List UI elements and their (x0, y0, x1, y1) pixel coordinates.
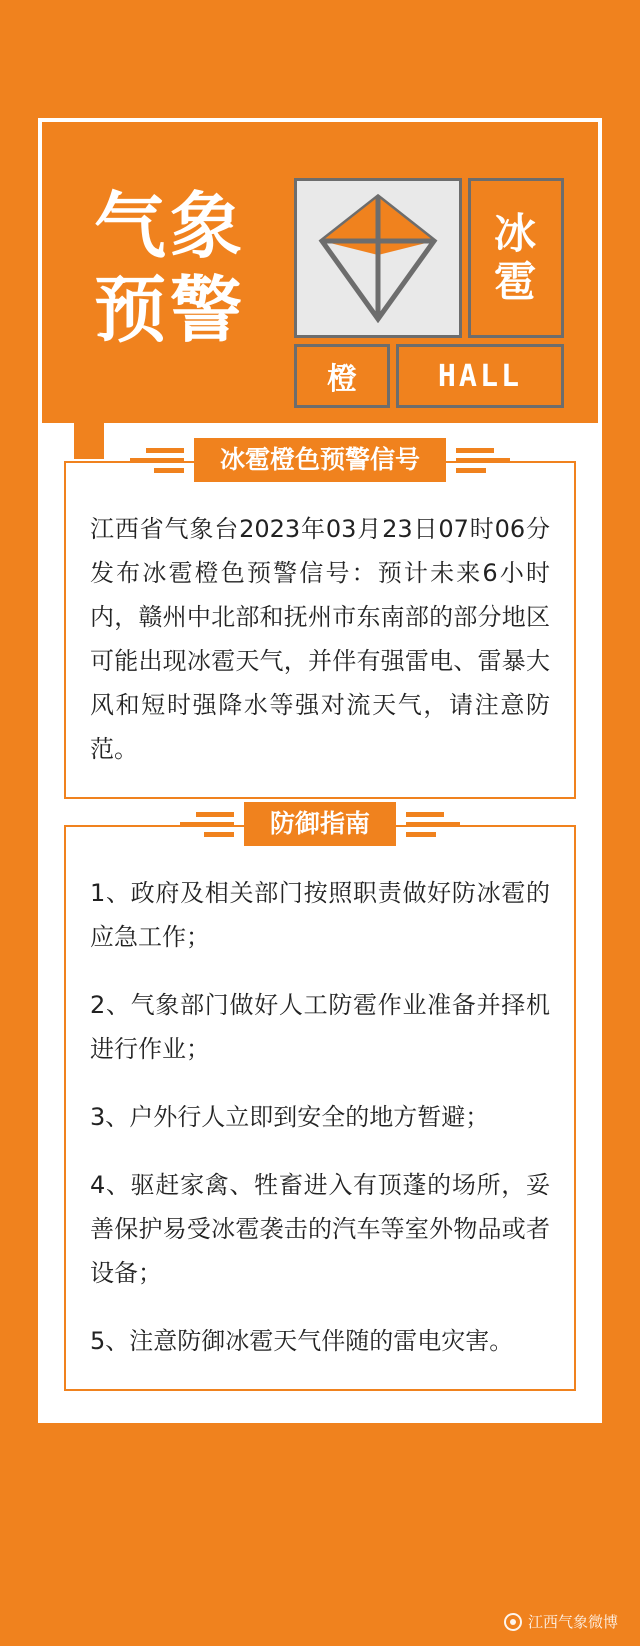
poster-title (52, 178, 288, 352)
warning-poster (38, 118, 602, 1366)
guide-item: 1、政府及相关部门按照职责做好防冰雹的应急工作； (90, 879, 550, 951)
poster-title-line-2: 预警 (93, 268, 246, 352)
hail-icon-svg (318, 193, 438, 323)
warning-body-text: 江西省气象台2023年03月23日07时06分发布冰雹橙色预警信号：预计未来6小时内，赣州中北部和抚州市东南部的部分地区可能出现冰雹天气，并伴有强雷电、雷暴大风和短时强降水等强对流天气，请注意防范。 (90, 515, 550, 763)
section-defense-guide (64, 809, 576, 1391)
signal-word-char-2: 雹 (493, 257, 538, 306)
poster-title-line-1: 气象 (93, 184, 246, 268)
warning-signal-graphic (294, 178, 564, 408)
section-title-guide: 防御指南 (244, 802, 396, 846)
guide-item: 3、户外行人立即到安全的地方暂避； (90, 1103, 490, 1131)
signal-word-char-1: 冰 (493, 209, 538, 258)
weibo-icon (504, 1613, 522, 1631)
guide-item: 5、注意防御冰雹天气伴随的雷电灾害。 (90, 1327, 514, 1355)
poster-header (38, 118, 602, 423)
watermark-text: 江西气象微博 (527, 1613, 618, 1631)
guide-dashes-right (406, 812, 460, 837)
signal-word (468, 178, 564, 338)
hail-icon (294, 178, 462, 338)
title-dashes-left (130, 448, 184, 473)
section-title-warning: 冰雹橙色预警信号 (194, 438, 446, 482)
guide-item: 2、气象部门做好人工防雹作业准备并择机进行作业； (90, 991, 550, 1063)
header-notch (74, 419, 104, 459)
signal-level-badge: 橙 (294, 344, 390, 408)
signal-english-label: HALL (396, 344, 564, 408)
watermark (504, 1611, 618, 1632)
section-warning-signal (64, 445, 576, 799)
guide-item: 4、驱赶家禽、牲畜进入有顶蓬的场所，妥善保护易受冰雹袭击的汽车等室外物品或者设备； (90, 1171, 550, 1287)
poster-card (38, 423, 602, 1423)
guide-dashes-left (180, 812, 234, 837)
title-dashes-right (456, 448, 510, 473)
